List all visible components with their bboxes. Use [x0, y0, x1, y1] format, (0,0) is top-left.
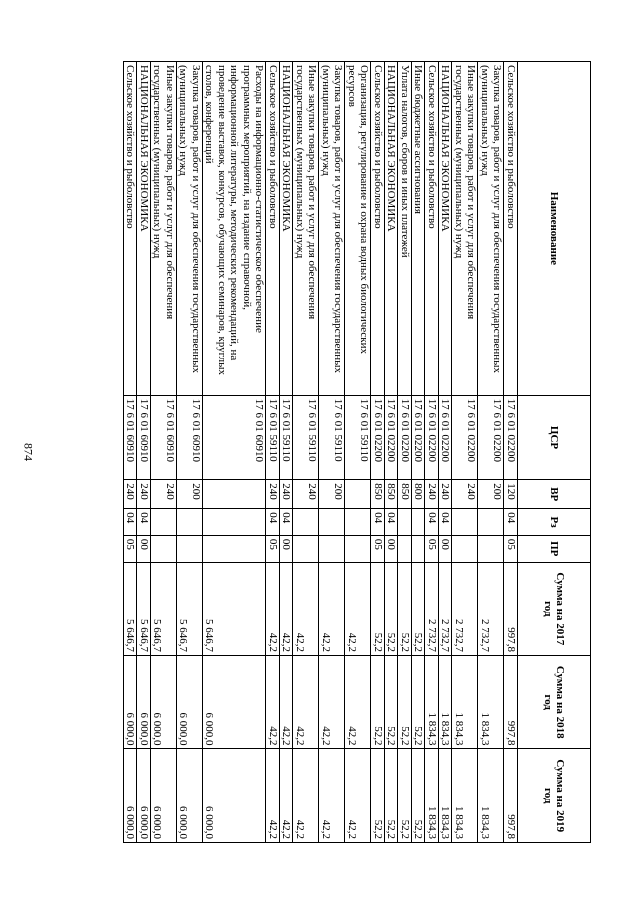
- row-sum-2018: 6 000,0: [124, 656, 138, 749]
- row-pr: [345, 535, 371, 562]
- row-rz: 04: [385, 509, 399, 536]
- row-name: Организация, регулирование и охрана водных биологических ресурсов: [345, 62, 371, 396]
- row-sum-2018: 52,2: [412, 656, 426, 749]
- row-pr: [319, 535, 345, 562]
- row-sum-2018: 42,2: [345, 656, 371, 749]
- row-rz: [345, 509, 371, 536]
- row-name: Иные закупки товаров, работ и услуг для обеспечения государственных (муниципальных) нужд: [293, 62, 319, 396]
- row-sum-2017: 5 646,7: [203, 562, 267, 655]
- row-vr: 240: [137, 480, 151, 509]
- row-rz: 04: [371, 509, 385, 536]
- row-sum-2019: 1 834,3: [425, 749, 439, 843]
- row-pr: 05: [425, 535, 439, 562]
- row-sum-2018: 997,8: [504, 656, 518, 749]
- row-name: Закупка товаров, работ и услуг для обеспечения государственных (муниципальных) нужд: [478, 62, 504, 396]
- row-sum-2019: 52,2: [385, 749, 399, 843]
- row-sum-2019: 6 000,0: [177, 749, 203, 843]
- row-rz: 04: [137, 509, 151, 536]
- row-sum-2017: 2 732,7: [439, 562, 453, 655]
- row-pr: 05: [371, 535, 385, 562]
- row-pr: 00: [280, 535, 294, 562]
- row-csr: 17 6 01 02200: [439, 395, 453, 480]
- row-sum-2019: 42,2: [345, 749, 371, 843]
- row-rz: 04: [504, 509, 518, 536]
- row-sum-2018: 42,2: [280, 656, 294, 749]
- row-csr: 17 6 01 59110: [293, 395, 319, 480]
- row-csr: 17 6 01 60910: [124, 395, 138, 480]
- table-row: [280, 62, 294, 843]
- table-row: [151, 62, 177, 843]
- row-pr: [151, 535, 177, 562]
- row-sum-2019: 1 834,3: [478, 749, 504, 843]
- row-sum-2018: 6 000,0: [203, 656, 267, 749]
- row-name: Закупка товаров, работ и услуг для обеспечения государственных (муниципальных) нужд: [319, 62, 345, 396]
- row-name: Сельское хозяйство и рыболовство: [266, 62, 280, 396]
- row-sum-2019: 52,2: [398, 749, 412, 843]
- row-sum-2019: 42,2: [319, 749, 345, 843]
- row-rz: [412, 509, 426, 536]
- row-csr: 17 6 01 59110: [345, 395, 371, 480]
- row-rz: [203, 509, 267, 536]
- row-rz: 04: [280, 509, 294, 536]
- table-row: [412, 62, 426, 843]
- row-name: НАЦИОНАЛЬНАЯ ЭКОНОМИКА: [137, 62, 151, 396]
- row-sum-2019: 1 834,3: [452, 749, 478, 843]
- row-vr: 240: [439, 480, 453, 509]
- header-rz: Рз: [518, 509, 591, 536]
- row-sum-2019: 6 000,0: [203, 749, 267, 843]
- row-csr: 17 6 01 59110: [319, 395, 345, 480]
- header-pr: ПР: [518, 535, 591, 562]
- table-row: [398, 62, 412, 843]
- row-sum-2019: 1 834,3: [439, 749, 453, 843]
- row-sum-2017: 42,2: [319, 562, 345, 655]
- row-name: НАЦИОНАЛЬНАЯ ЭКОНОМИКА: [385, 62, 399, 396]
- row-sum-2019: 997,8: [504, 749, 518, 843]
- row-sum-2018: 1 834,3: [452, 656, 478, 749]
- row-sum-2017: 2 732,7: [478, 562, 504, 655]
- row-name: Расходы на информационно-статистическое обеспечение программных мероприятий, на издание справочной, информационной литературы, методических рекомендаций, на проведение выставок, конкурсов, обучающих семинаров, круглых столов, конференций: [203, 62, 267, 396]
- row-pr: 00: [439, 535, 453, 562]
- row-sum-2019: 42,2: [266, 749, 280, 843]
- row-vr: 200: [319, 480, 345, 509]
- row-name: НАЦИОНАЛЬНАЯ ЭКОНОМИКА: [439, 62, 453, 396]
- row-sum-2017: 2 732,7: [452, 562, 478, 655]
- row-sum-2019: 42,2: [293, 749, 319, 843]
- row-name: Сельское хозяйство и рыболовство: [371, 62, 385, 396]
- row-csr: 17 6 01 02200: [412, 395, 426, 480]
- row-sum-2017: 52,2: [398, 562, 412, 655]
- row-csr: 17 6 01 02200: [504, 395, 518, 480]
- row-sum-2018: 6 000,0: [151, 656, 177, 749]
- row-csr: 17 6 01 59110: [266, 395, 280, 480]
- row-sum-2017: 52,2: [412, 562, 426, 655]
- table-row: [177, 62, 203, 843]
- row-csr: 17 6 01 02200: [371, 395, 385, 480]
- row-rz: 04: [425, 509, 439, 536]
- row-name: Иные закупки товаров, работ и услуг для обеспечения государственных (муниципальных) нужд: [452, 62, 478, 396]
- row-name: Уплата налогов, сборов и иных платежей: [398, 62, 412, 396]
- row-pr: 00: [137, 535, 151, 562]
- row-vr: 240: [452, 480, 478, 509]
- table-row: [203, 62, 267, 843]
- row-sum-2017: 52,2: [385, 562, 399, 655]
- row-sum-2017: 997,8: [504, 562, 518, 655]
- row-sum-2019: 52,2: [412, 749, 426, 843]
- row-csr: 17 6 01 60910: [177, 395, 203, 480]
- row-vr: 240: [124, 480, 138, 509]
- row-pr: [177, 535, 203, 562]
- row-csr: 17 6 01 02200: [452, 395, 478, 480]
- row-vr: 850: [371, 480, 385, 509]
- table-row: [137, 62, 151, 843]
- table-row: [371, 62, 385, 843]
- header-sum-2019: Сумма на 2019 год: [518, 749, 591, 843]
- row-csr: 17 6 01 02200: [478, 395, 504, 480]
- table-row: [345, 62, 371, 843]
- row-pr: [412, 535, 426, 562]
- row-sum-2019: 6 000,0: [137, 749, 151, 843]
- row-pr: [452, 535, 478, 562]
- row-name: Сельское хозяйство и рыболовство: [425, 62, 439, 396]
- row-vr: 240: [280, 480, 294, 509]
- row-sum-2018: 6 000,0: [177, 656, 203, 749]
- row-csr: 17 6 01 60910: [203, 395, 267, 480]
- row-pr: 05: [266, 535, 280, 562]
- row-name: Иные бюджетные ассигнования: [412, 62, 426, 396]
- row-sum-2018: 42,2: [293, 656, 319, 749]
- row-pr: 00: [385, 535, 399, 562]
- row-pr: 05: [504, 535, 518, 562]
- header-csr: ЦСР: [518, 395, 591, 480]
- row-sum-2018: 52,2: [398, 656, 412, 749]
- budget-table: [123, 61, 591, 843]
- row-csr: 17 6 01 60910: [137, 395, 151, 480]
- row-sum-2017: 2 732,7: [425, 562, 439, 655]
- row-name: Сельское хозяйство и рыболовство: [124, 62, 138, 396]
- row-sum-2017: 5 646,7: [137, 562, 151, 655]
- row-rz: [452, 509, 478, 536]
- table-row: [385, 62, 399, 843]
- rotated-page: [49, 61, 591, 843]
- row-vr: 200: [478, 480, 504, 509]
- row-csr: 17 6 01 02200: [398, 395, 412, 480]
- row-rz: [478, 509, 504, 536]
- table-row: [293, 62, 319, 843]
- table-row: [425, 62, 439, 843]
- row-csr: 17 6 01 02200: [385, 395, 399, 480]
- row-vr: 850: [398, 480, 412, 509]
- row-rz: [177, 509, 203, 536]
- header-name: Наименование: [518, 62, 591, 396]
- row-sum-2019: 6 000,0: [124, 749, 138, 843]
- row-pr: [478, 535, 504, 562]
- row-vr: 240: [151, 480, 177, 509]
- row-name: Сельское хозяйство и рыболовство: [504, 62, 518, 396]
- row-sum-2017: 42,2: [266, 562, 280, 655]
- row-rz: [151, 509, 177, 536]
- row-vr: 120: [504, 480, 518, 509]
- row-csr: 17 6 01 59110: [280, 395, 294, 480]
- row-vr: 200: [177, 480, 203, 509]
- row-pr: [398, 535, 412, 562]
- table-header-row: [518, 62, 591, 843]
- header-sum-2017: Сумма на 2017 год: [518, 562, 591, 655]
- row-sum-2019: 6 000,0: [151, 749, 177, 843]
- row-vr: [345, 480, 371, 509]
- row-csr: 17 6 01 02200: [425, 395, 439, 480]
- row-sum-2017: 5 646,7: [177, 562, 203, 655]
- table-row: [439, 62, 453, 843]
- table-row: [124, 62, 138, 843]
- row-sum-2017: 5 646,7: [151, 562, 177, 655]
- row-sum-2019: 52,2: [371, 749, 385, 843]
- row-rz: 04: [439, 509, 453, 536]
- row-vr: 240: [266, 480, 280, 509]
- row-vr: 240: [425, 480, 439, 509]
- table-row: [319, 62, 345, 843]
- header-sum-2018: Сумма на 2018 год: [518, 656, 591, 749]
- row-sum-2018: 1 834,3: [439, 656, 453, 749]
- row-pr: [293, 535, 319, 562]
- row-sum-2018: 6 000,0: [137, 656, 151, 749]
- table-row: [504, 62, 518, 843]
- row-name: НАЦИОНАЛЬНАЯ ЭКОНОМИКА: [280, 62, 294, 396]
- page-number: 874: [21, 443, 36, 461]
- row-pr: [203, 535, 267, 562]
- row-rz: 04: [266, 509, 280, 536]
- row-rz: [398, 509, 412, 536]
- row-vr: 240: [293, 480, 319, 509]
- row-sum-2017: 5 646,7: [124, 562, 138, 655]
- row-pr: 05: [124, 535, 138, 562]
- row-vr: [203, 480, 267, 509]
- header-vr: ВР: [518, 480, 591, 509]
- row-sum-2017: 52,2: [371, 562, 385, 655]
- table-row: [266, 62, 280, 843]
- row-rz: [293, 509, 319, 536]
- row-name: Иные закупки товаров, работ и услуг для обеспечения государственных (муниципальных) нужд: [151, 62, 177, 396]
- row-vr: 850: [385, 480, 399, 509]
- row-sum-2018: 42,2: [266, 656, 280, 749]
- table-row: [452, 62, 478, 843]
- row-csr: 17 6 01 60910: [151, 395, 177, 480]
- row-sum-2018: 1 834,3: [478, 656, 504, 749]
- table-row: [478, 62, 504, 843]
- row-sum-2018: 42,2: [319, 656, 345, 749]
- row-sum-2018: 52,2: [371, 656, 385, 749]
- row-sum-2017: 42,2: [293, 562, 319, 655]
- row-sum-2018: 52,2: [385, 656, 399, 749]
- row-sum-2019: 42,2: [280, 749, 294, 843]
- row-sum-2017: 42,2: [280, 562, 294, 655]
- row-sum-2018: 1 834,3: [425, 656, 439, 749]
- row-rz: [319, 509, 345, 536]
- row-name: Закупка товаров, работ и услуг для обеспечения государственных (муниципальных) нужд: [177, 62, 203, 396]
- row-vr: 800: [412, 480, 426, 509]
- row-sum-2017: 42,2: [345, 562, 371, 655]
- row-rz: 04: [124, 509, 138, 536]
- table-body: [124, 62, 518, 843]
